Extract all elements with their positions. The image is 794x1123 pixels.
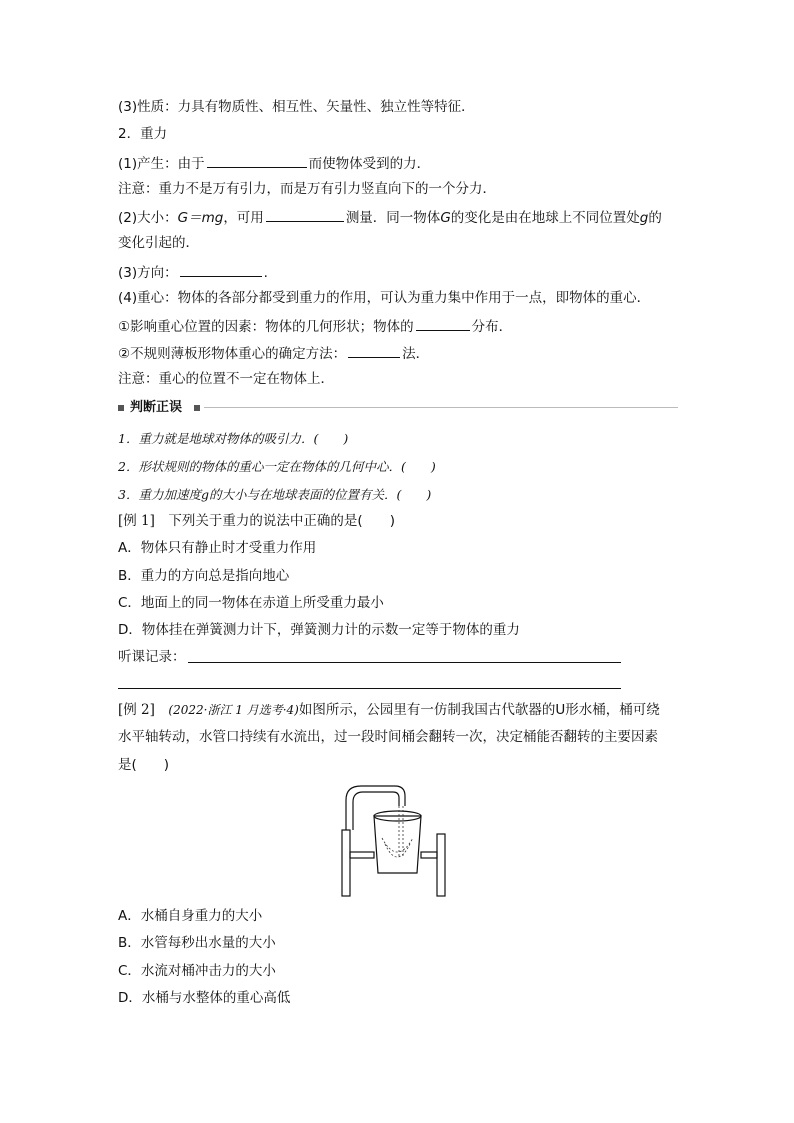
example-2-question: [例 2] (2022·浙江 1 月选考·4)如图所示，公园里有一仿制我国古代欹器的U形水桶，桶可绕 <box>118 702 660 718</box>
fill-blank[interactable] <box>266 207 344 222</box>
source-label: (2022·浙江 1 月选考·4) <box>168 703 299 717</box>
bucket-body <box>374 816 421 873</box>
text-line: ②不规则薄板形物体重心的确定方法： 法． <box>118 343 429 363</box>
text-line: 注意：重心的位置不一定在物体上． <box>118 371 334 387</box>
judgment-item: 3．重力加速度g的大小与在地球表面的位置有关．( ) <box>118 487 432 502</box>
text-line: (1)产生：由于 而使物体受到的力． <box>118 153 430 173</box>
section-title: 判断正误 <box>130 400 183 415</box>
text-line: (2)大小：G＝mg，可用 测量．同一物体G的变化是由在地球上不同位置处g的 <box>118 207 662 227</box>
option-d: D．水桶与水整体的重心高低 <box>118 990 291 1006</box>
bucket-figure <box>337 778 457 898</box>
subheading-gravity: 2．重力 <box>118 126 168 142</box>
text-line: 是( ) <box>118 757 170 773</box>
fill-blank[interactable] <box>180 262 262 277</box>
option-d: D．物体挂在弹簧测力计下，弹簧测力计的示数一定等于物体的重力 <box>118 622 520 638</box>
text-line: 注意：重力不是万有引力，而是万有引力竖直向下的一个分力． <box>118 181 496 197</box>
right-post <box>437 834 445 896</box>
left-post <box>342 830 350 896</box>
text-line: 水平轴转动，水管口持续有水流出，过一段时间桶会翻转一次，决定桶能否翻转的主要因素 <box>118 729 658 745</box>
text-line: (3)性质：力具有物质性、相互性、矢量性、独立性等特征． <box>118 99 475 115</box>
judgment-item: 1．重力就是地球对物体的吸引力．( ) <box>118 431 349 446</box>
section-divider <box>204 407 678 408</box>
fill-blank[interactable] <box>207 153 307 168</box>
text-line: (4)重心：物体的各部分都受到重力的作用，可认为重力集中作用于一点，即物体的重心． <box>118 290 651 306</box>
option-a: A．物体只有静止时才受重力作用 <box>118 540 317 556</box>
record-line[interactable] <box>118 688 621 689</box>
option-b: B．水管每秒出水量的大小 <box>118 935 276 951</box>
section-header <box>118 400 678 416</box>
fill-blank[interactable] <box>416 316 470 331</box>
example-1-question: [例 1] 下列关于重力的说法中正确的是( ) <box>118 513 395 529</box>
option-c: C．地面上的同一物体在赤道上所受重力最小 <box>118 595 384 611</box>
record-label: 听课记录： <box>118 649 186 665</box>
fill-blank[interactable] <box>348 343 400 358</box>
option-b: B．重力的方向总是指向地心 <box>118 568 290 584</box>
option-a: A．水桶自身重力的大小 <box>118 908 263 924</box>
example-tag: [例 1] <box>118 513 155 529</box>
judgment-item: 2．形状规则的物体的重心一定在物体的几何中心．( ) <box>118 459 436 474</box>
text-line: ①影响重心位置的因素：物体的几何形状；物体的 分布． <box>118 316 512 336</box>
option-c: C．水流对桶冲击力的大小 <box>118 963 276 979</box>
square-bullet-icon <box>194 405 200 411</box>
record-line[interactable] <box>188 662 621 663</box>
text-line: 变化引起的． <box>118 235 199 251</box>
square-bullet-icon <box>118 405 124 411</box>
text-line: (3)方向： . <box>118 262 268 282</box>
example-tag: [例 2] <box>118 702 155 718</box>
